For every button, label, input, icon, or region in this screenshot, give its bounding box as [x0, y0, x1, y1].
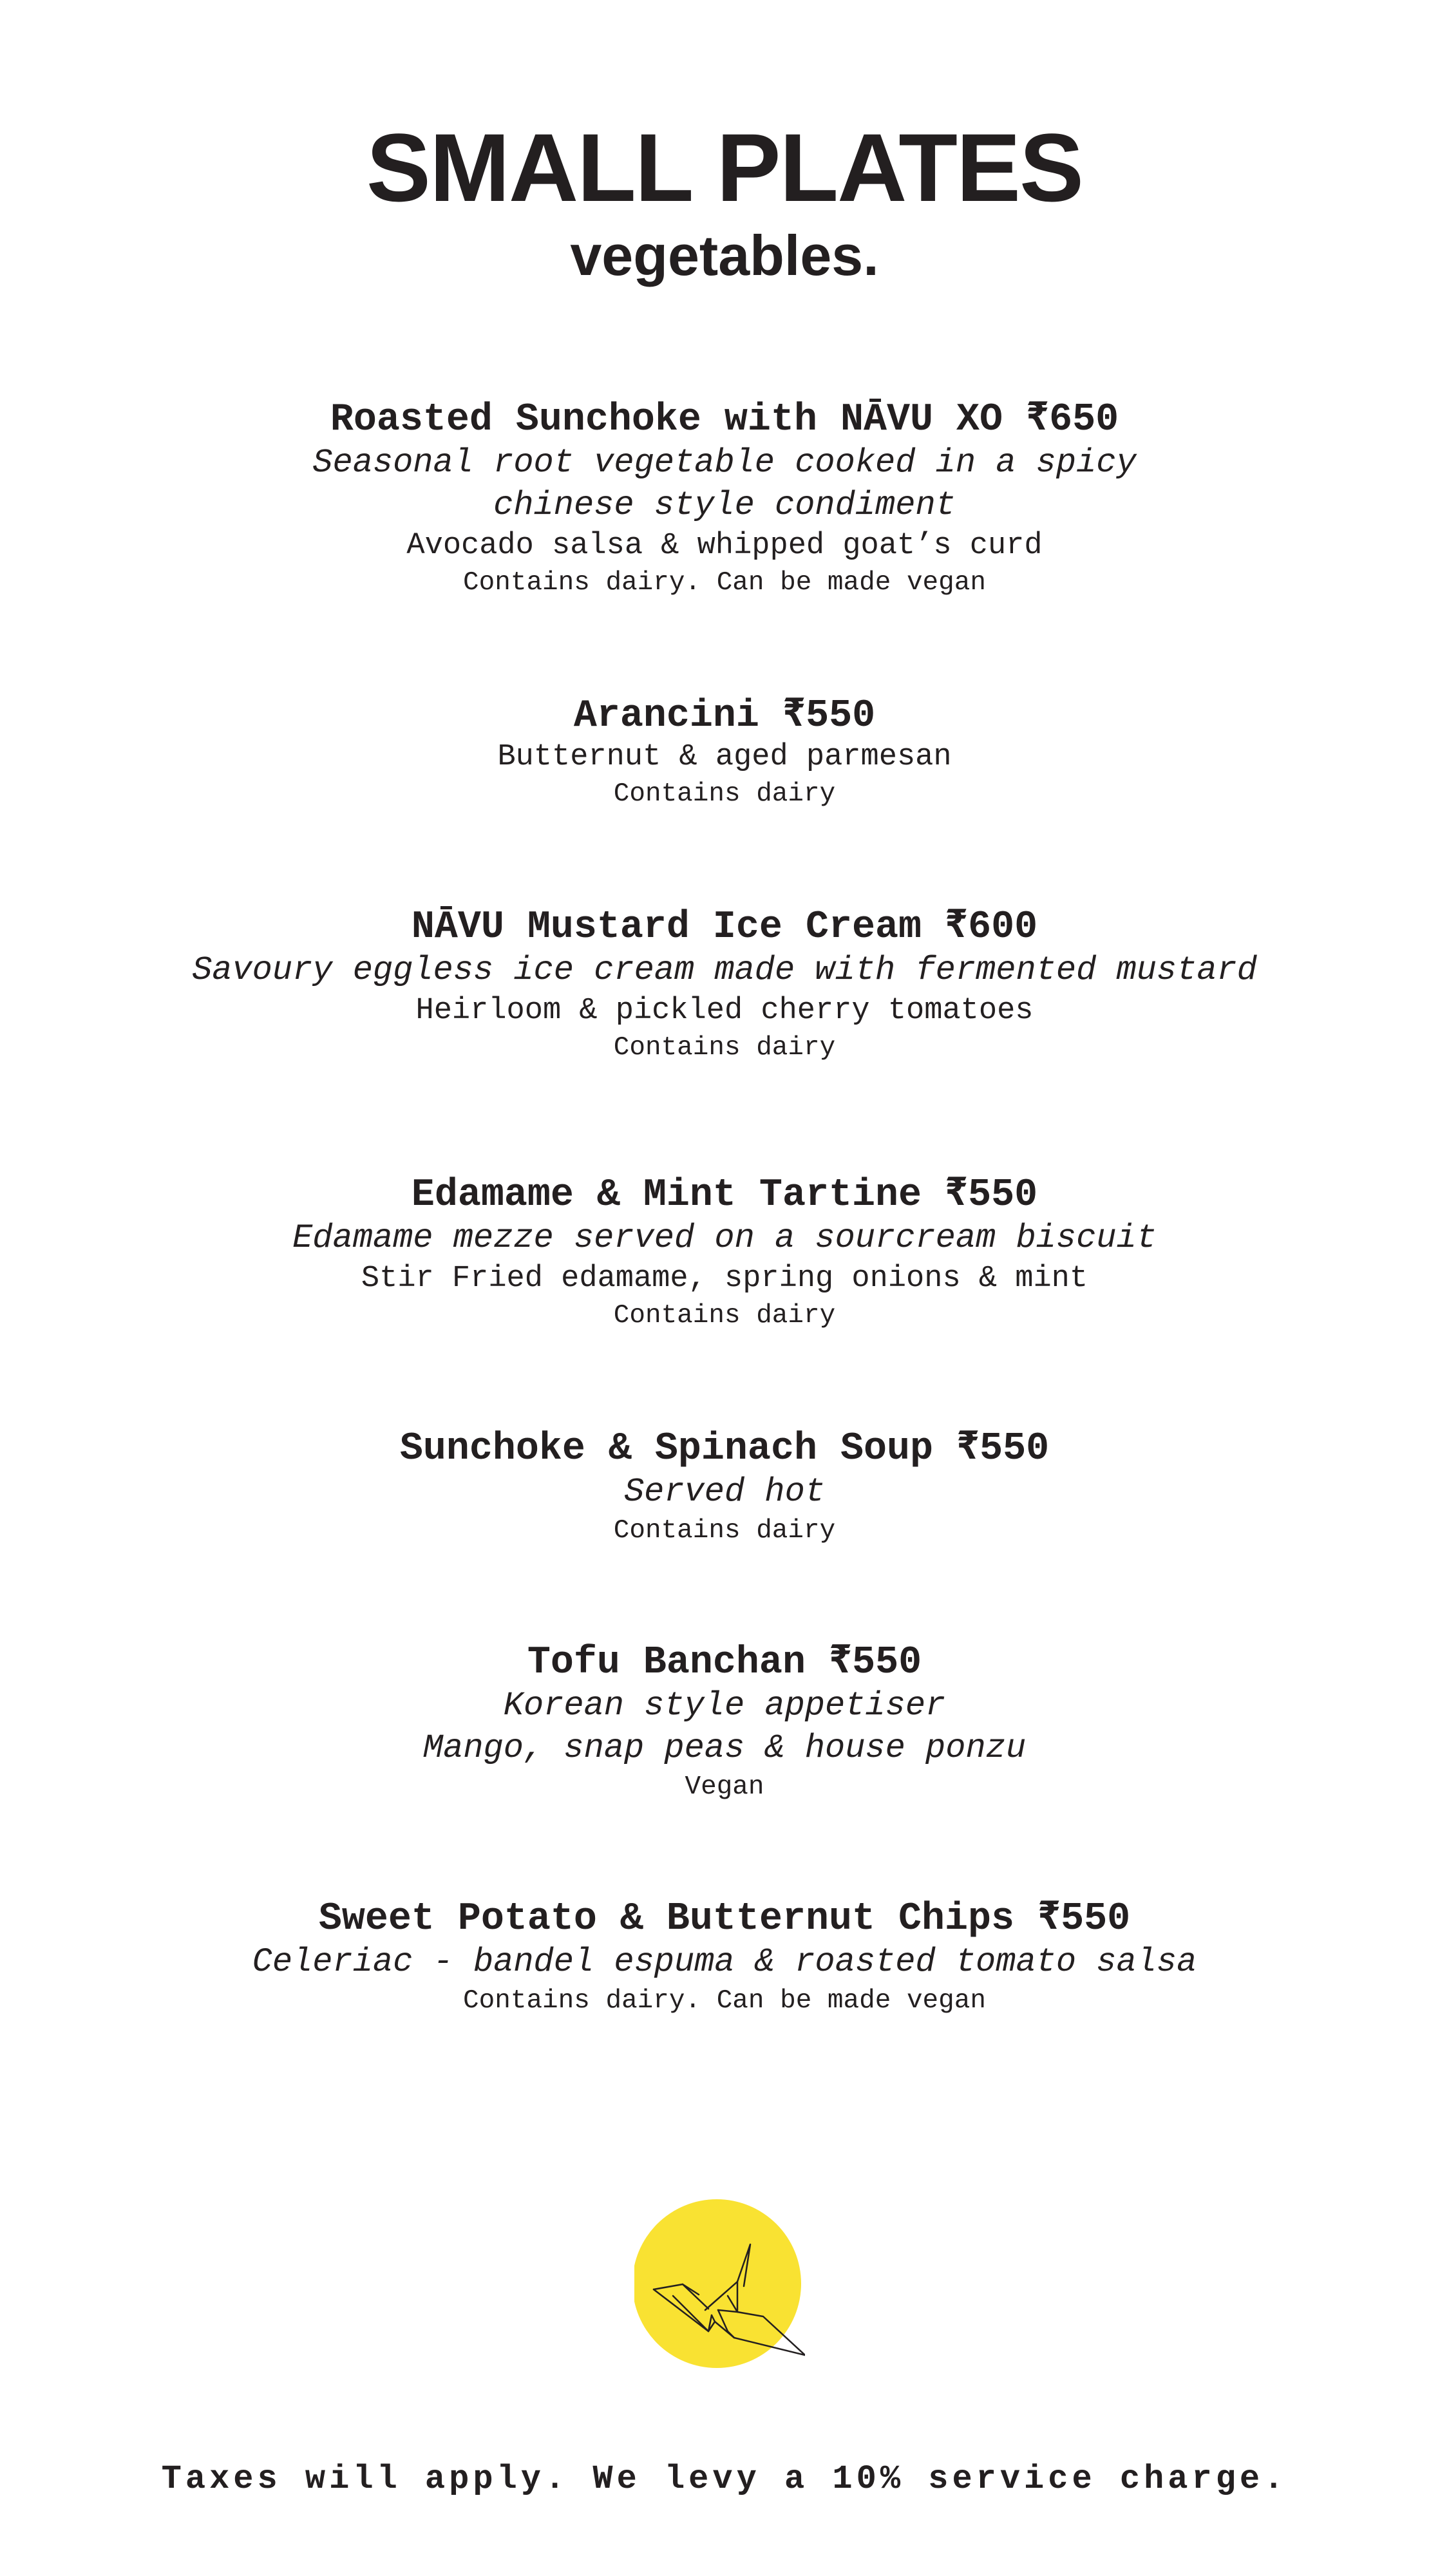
menu-item-description: Mango, snap peas & house ponzu [422, 1729, 1027, 1767]
menu-item-description: Celeriac - bandel espuma & roasted tomato salsa [252, 1943, 1197, 1981]
menu-item-name: Sunchoke & Spinach Soup [399, 1427, 933, 1471]
menu-item-description: Korean style appetiser [503, 1687, 946, 1725]
menu-item-name: Arancini [573, 694, 759, 738]
menu-item-detail: Stir Fried edamame, spring onions & mint [361, 1262, 1088, 1296]
menu-item-name: Edamame & Mint Tartine [411, 1173, 922, 1217]
menu-item-price: ₹550 [945, 1173, 1038, 1217]
menu-item-price: ₹550 [1037, 1897, 1131, 1941]
menu-item-detail: Avocado salsa & whipped goat’s curd [406, 529, 1043, 563]
menu-item-sunchoke-soup [0, 1427, 1449, 1548]
menu-item-title [0, 398, 1449, 442]
menu-item-name: NĀVU Mustard Ice Cream [411, 905, 922, 949]
logo-circle [634, 2199, 801, 2368]
menu-item-dietary-note: Contains dairy [613, 1033, 836, 1063]
menu-item-detail: Butternut & aged parmesan [497, 740, 952, 774]
menu-item-name: Sweet Potato & Butternut Chips [318, 1897, 1015, 1941]
menu-item-roasted-sunchoke [0, 398, 1449, 600]
origami-crane-logo [634, 2199, 805, 2370]
menu-item-sweet-potato-chips [0, 1897, 1449, 2018]
menu-item-dietary-note: Vegan [685, 1772, 764, 1802]
menu-item-price: ₹650 [1026, 398, 1119, 442]
origami-crane-icon [634, 2199, 805, 2370]
menu-item-name: Tofu Banchan [527, 1641, 806, 1685]
menu-item-arancini [0, 694, 1449, 811]
menu-item-price: ₹550 [828, 1641, 922, 1685]
menu-item-price: ₹600 [945, 905, 1038, 949]
menu-item-title [0, 1897, 1449, 1941]
menu-item-description: Served hot [623, 1473, 826, 1511]
menu-item-detail: Heirloom & pickled cherry tomatoes [415, 994, 1034, 1028]
menu-item-description: Seasonal root vegetable cooked in a spicy [312, 444, 1137, 482]
menu-item-description: Savoury eggless ice cream made with fermented mustard [192, 951, 1257, 989]
menu-item-edamame-tartine [0, 1173, 1449, 1333]
menu-subtitle: vegetables. [570, 223, 879, 287]
menu-item-description: chinese style condiment [493, 486, 956, 524]
menu-title: SMALL PLATES [366, 113, 1083, 222]
menu-item-dietary-note: Contains dairy [613, 779, 836, 809]
menu-item-name: Roasted Sunchoke with NĀVU XO [330, 398, 1003, 442]
menu-item-title [0, 905, 1449, 949]
menu-item-price: ₹550 [956, 1427, 1050, 1471]
menu-item-price: ₹550 [782, 694, 876, 738]
menu-item-description: Edamame mezze served on a sourcream biscuit [292, 1219, 1157, 1257]
menu-item-title [0, 694, 1449, 738]
menu-item-dietary-note: Contains dairy. Can be made vegan [463, 568, 986, 598]
menu-item-title [0, 1641, 1449, 1685]
footer-service-charge-note: Taxes will apply. We levy a 10% service charge. [161, 2460, 1288, 2498]
menu-item-tofu-banchan [0, 1641, 1449, 1804]
menu-header [0, 113, 1449, 287]
menu-item-dietary-note: Contains dairy [613, 1516, 836, 1546]
menu-item-title [0, 1173, 1449, 1217]
menu-item-title [0, 1427, 1449, 1471]
menu-item-mustard-ice-cream [0, 905, 1449, 1065]
menu-item-dietary-note: Contains dairy [613, 1301, 836, 1331]
menu-item-dietary-note: Contains dairy. Can be made vegan [463, 1986, 986, 2016]
